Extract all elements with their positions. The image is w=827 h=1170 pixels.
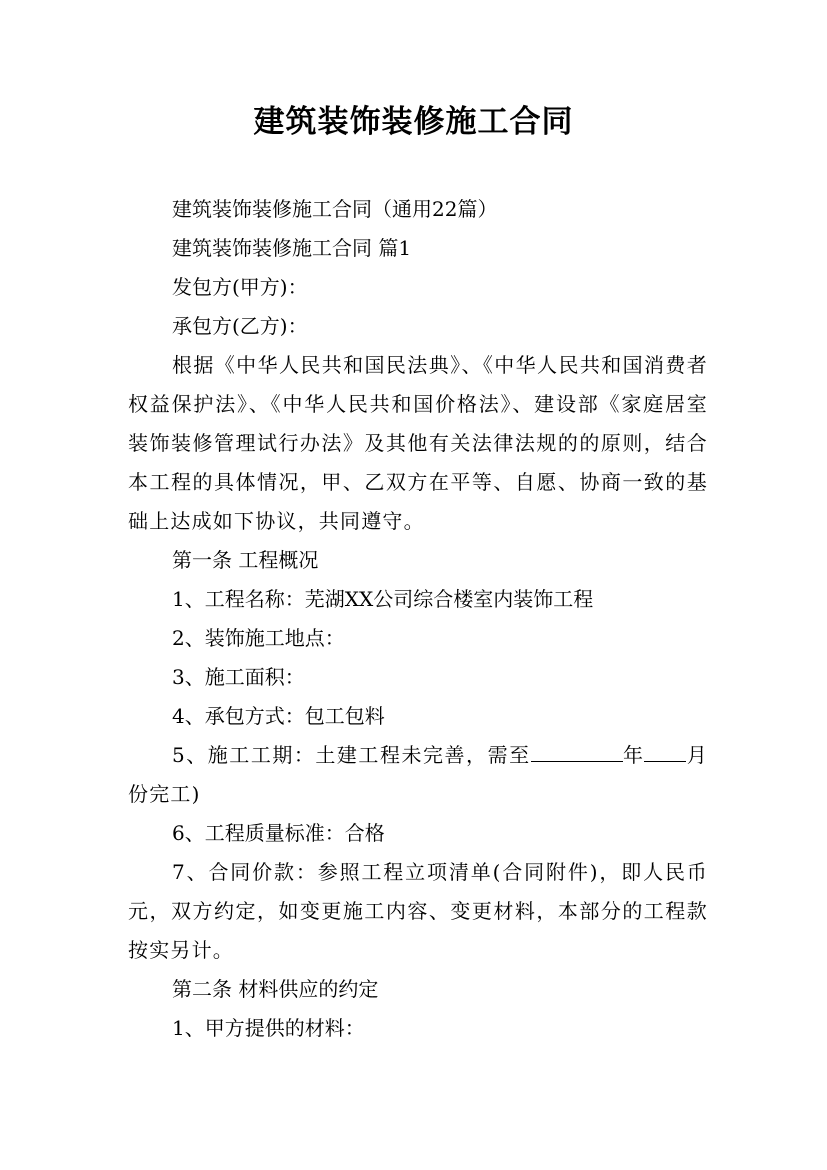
- document-body: [128, 190, 708, 1048]
- preamble-paragraph: 根据《中华人民共和国民法典》、《中华人民共和国消费者权益保护法》、《中华人民共和国价格法》、建设部《家庭居室装饰装修管理试行办法》及其他有关法律法规的的原则，结合本工程的具体情况，甲、乙双方在平等、自愿、协商一致的基础上达成如下协议，共同遵守。: [128, 353, 708, 533]
- quality-standard-line: 6、工程质量标准：合格: [172, 821, 385, 845]
- construction-area-line: 3、施工面积：: [172, 665, 305, 689]
- construction-site-line: 2、装饰施工地点：: [172, 626, 345, 650]
- subtitle: 建筑装饰装修施工合同（通用22篇）: [172, 197, 498, 221]
- period-text-end: 月份完工): [128, 743, 709, 806]
- article-1-heading: 第一条 工程概况: [172, 548, 319, 572]
- month-blank: [644, 743, 686, 762]
- project-name-line: 1、工程名称：芜湖XX公司综合楼室内装饰工程: [172, 587, 594, 611]
- period-text-start: 5、施工工期：土建工程未完善，需至: [172, 743, 531, 767]
- year-blank: [531, 743, 623, 762]
- construction-period-paragraph: [128, 736, 708, 814]
- party-a-materials-line: 1、甲方提供的材料：: [172, 1016, 365, 1040]
- document-title: 建筑装饰装修施工合同: [253, 104, 574, 140]
- party-b-line: 承包方(乙方)：: [172, 314, 308, 338]
- article-2-heading: 第二条 材料供应的约定: [172, 977, 379, 1001]
- party-a-line: 发包方(甲方)：: [172, 275, 308, 299]
- section-heading: 建筑装饰装修施工合同 篇1: [172, 236, 412, 260]
- contract-method-line: 4、承包方式：包工包料: [172, 704, 385, 728]
- contract-price-paragraph: 7、合同价款：参照工程立项清单(合同附件)，即人民币元，双方约定，如变更施工内容、变更材料，本部分的工程款按实另计。: [128, 860, 708, 962]
- period-year-label: 年: [622, 743, 645, 767]
